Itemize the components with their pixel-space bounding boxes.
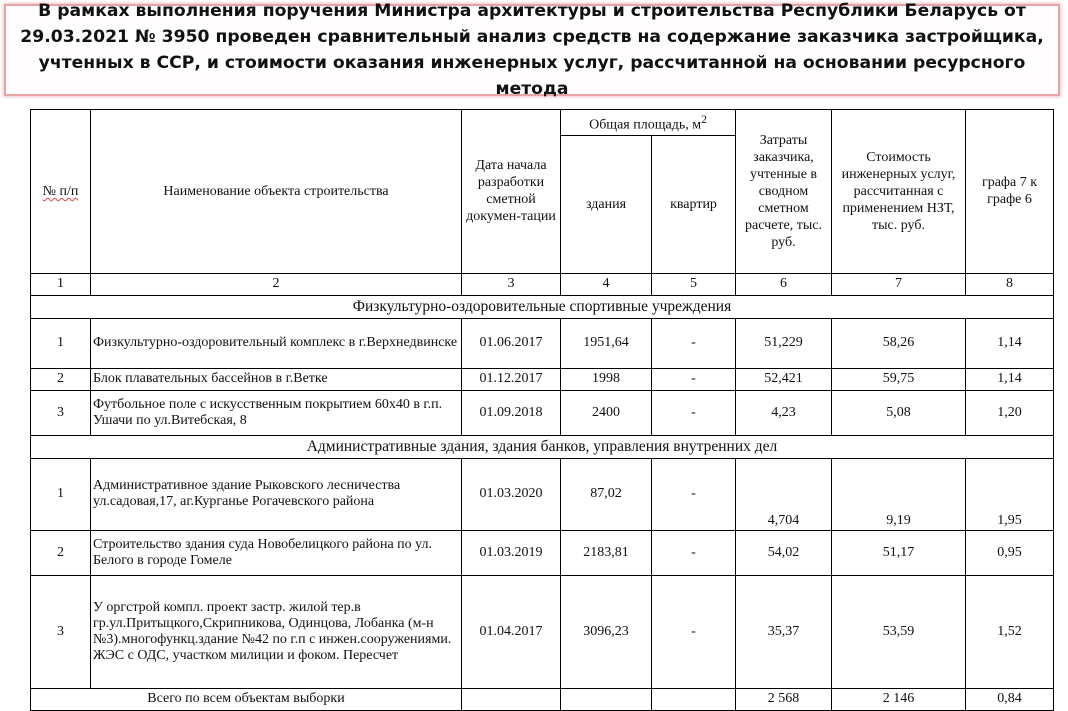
header-cost-services: Стоимость инженерных услуг, рассчитанная с применением НЗТ, тыс. руб. bbox=[832, 110, 966, 274]
building-area: 1998 bbox=[561, 368, 652, 390]
col-number: 2 bbox=[91, 273, 462, 295]
row-number: 3 bbox=[31, 575, 91, 688]
total-row bbox=[31, 688, 1054, 710]
row-number: 2 bbox=[31, 530, 91, 575]
start-date: 01.12.2017 bbox=[462, 368, 561, 390]
apartment-area: - bbox=[652, 458, 736, 530]
col-number: 3 bbox=[462, 273, 561, 295]
object-name: Блок плавательных бассейнов в г.Ветке bbox=[91, 368, 462, 390]
header-date: Дата начала разработки сметной докумен-тации bbox=[462, 110, 561, 274]
total-cost: 2 568 bbox=[736, 688, 832, 710]
header-ratio: графа 7 к графе 6 bbox=[966, 110, 1054, 274]
customer-costs: 54,02 bbox=[736, 530, 832, 575]
start-date: 01.03.2020 bbox=[462, 458, 561, 530]
row-number: 1 bbox=[31, 318, 91, 368]
col-number: 6 bbox=[736, 273, 832, 295]
customer-costs: 35,37 bbox=[736, 575, 832, 688]
start-date: 01.04.2017 bbox=[462, 575, 561, 688]
total-services: 2 146 bbox=[832, 688, 966, 710]
comparison-table bbox=[30, 109, 1054, 711]
header-name: Наименование объекта строительства bbox=[91, 110, 462, 274]
header-area-group: Общая площадь, $м^2$ bbox=[561, 110, 736, 136]
building-area: 1951,64 bbox=[561, 318, 652, 368]
slide-title: В рамках выполнения поручения Министра архитектуры и строительства Республики Беларусь от 29.03.2021 № 3950 проведен сравнительный анализ средств на содержание заказчика застройщика, учтенных в ССР, и стоимости оказания инженерных услуг, рассчитанной на основании ресурсного метода bbox=[4, 4, 1060, 96]
object-name: Строительство здания суда Новобелицкого района по ул. Белого в городе Гомеле bbox=[91, 530, 462, 575]
start-date: 01.03.2019 bbox=[462, 530, 561, 575]
object-name: Футбольное поле с искусственным покрытием 60х40 в г.п. Ушачи по ул.Витебская, 8 bbox=[91, 390, 462, 435]
customer-costs: 52,421 bbox=[736, 368, 832, 390]
header-area-apartments: квартир bbox=[652, 135, 736, 273]
table-row bbox=[31, 530, 1054, 575]
ratio-value: 1,20 bbox=[966, 390, 1054, 435]
ratio-value: 1,14 bbox=[966, 368, 1054, 390]
column-numbers-row bbox=[31, 273, 1054, 295]
table-row bbox=[31, 575, 1054, 688]
header-area-building: здания bbox=[561, 135, 652, 273]
table-row bbox=[31, 390, 1054, 435]
customer-costs: 51,229 bbox=[736, 318, 832, 368]
table-row bbox=[31, 318, 1054, 368]
object-name: У оргстрой компл. проект застр. жилой тер.в гр.ул.Притыцкого,Скрипникова, Одинцова, Лобанка (м-н №3).многофункц.здание №42 по г.п с инжен.сооружениями. ЖЭС с ОДС, участком милиции и фоком. Пересчет bbox=[91, 575, 462, 688]
building-area: 2400 bbox=[561, 390, 652, 435]
services-cost: 51,17 bbox=[832, 530, 966, 575]
object-name: Физкультурно-оздоровительный комплекс в г.Верхнедвинске bbox=[91, 318, 462, 368]
services-cost: 58,26 bbox=[832, 318, 966, 368]
apartment-area: - bbox=[652, 368, 736, 390]
apartment-area: - bbox=[652, 390, 736, 435]
empty-cell bbox=[652, 688, 736, 710]
building-area: 3096,23 bbox=[561, 575, 652, 688]
empty-cell bbox=[561, 688, 652, 710]
total-label: Всего по всем объектам выборки bbox=[31, 688, 462, 710]
col-number: 4 bbox=[561, 273, 652, 295]
building-area: 87,02 bbox=[561, 458, 652, 530]
ratio-value: 1,14 bbox=[966, 318, 1054, 368]
apartment-area: - bbox=[652, 575, 736, 688]
empty-cell bbox=[462, 688, 561, 710]
section-title: Физкультурно-оздоровительные спортивные учреждения bbox=[31, 295, 1054, 318]
apartment-area: - bbox=[652, 530, 736, 575]
apartment-area: - bbox=[652, 318, 736, 368]
section-title: Административные здания, здания банков, управления внутренних дел bbox=[31, 435, 1054, 458]
row-number: 2 bbox=[31, 368, 91, 390]
header-num: № п/п bbox=[31, 110, 91, 274]
row-number: 3 bbox=[31, 390, 91, 435]
ratio-value: 1,95 bbox=[966, 458, 1054, 530]
area-unit-superscript: 2 bbox=[701, 113, 707, 126]
col-number: 5 bbox=[652, 273, 736, 295]
services-cost: 5,08 bbox=[832, 390, 966, 435]
col-number: 7 bbox=[832, 273, 966, 295]
total-ratio: 0,84 bbox=[966, 688, 1054, 710]
services-cost: 59,75 bbox=[832, 368, 966, 390]
table-row bbox=[31, 368, 1054, 390]
col-number: 8 bbox=[966, 273, 1054, 295]
row-number: 1 bbox=[31, 458, 91, 530]
ratio-value: 1,52 bbox=[966, 575, 1054, 688]
customer-costs: 4,23 bbox=[736, 390, 832, 435]
start-date: 01.09.2018 bbox=[462, 390, 561, 435]
ratio-value: 0,95 bbox=[966, 530, 1054, 575]
services-cost: 53,59 bbox=[832, 575, 966, 688]
start-date: 01.06.2017 bbox=[462, 318, 561, 368]
building-area: 2183,81 bbox=[561, 530, 652, 575]
header-costs: Затраты заказчика, учтенные в сводном сметном расчете, тыс. руб. bbox=[736, 110, 832, 274]
col-number: 1 bbox=[31, 273, 91, 295]
table-row bbox=[31, 458, 1054, 530]
services-cost: 9,19 bbox=[832, 458, 966, 530]
customer-costs: 4,704 bbox=[736, 458, 832, 530]
object-name: Административное здание Рыковского лесничества ул.садовая,17, аг.Курганье Рогачевского района bbox=[91, 458, 462, 530]
